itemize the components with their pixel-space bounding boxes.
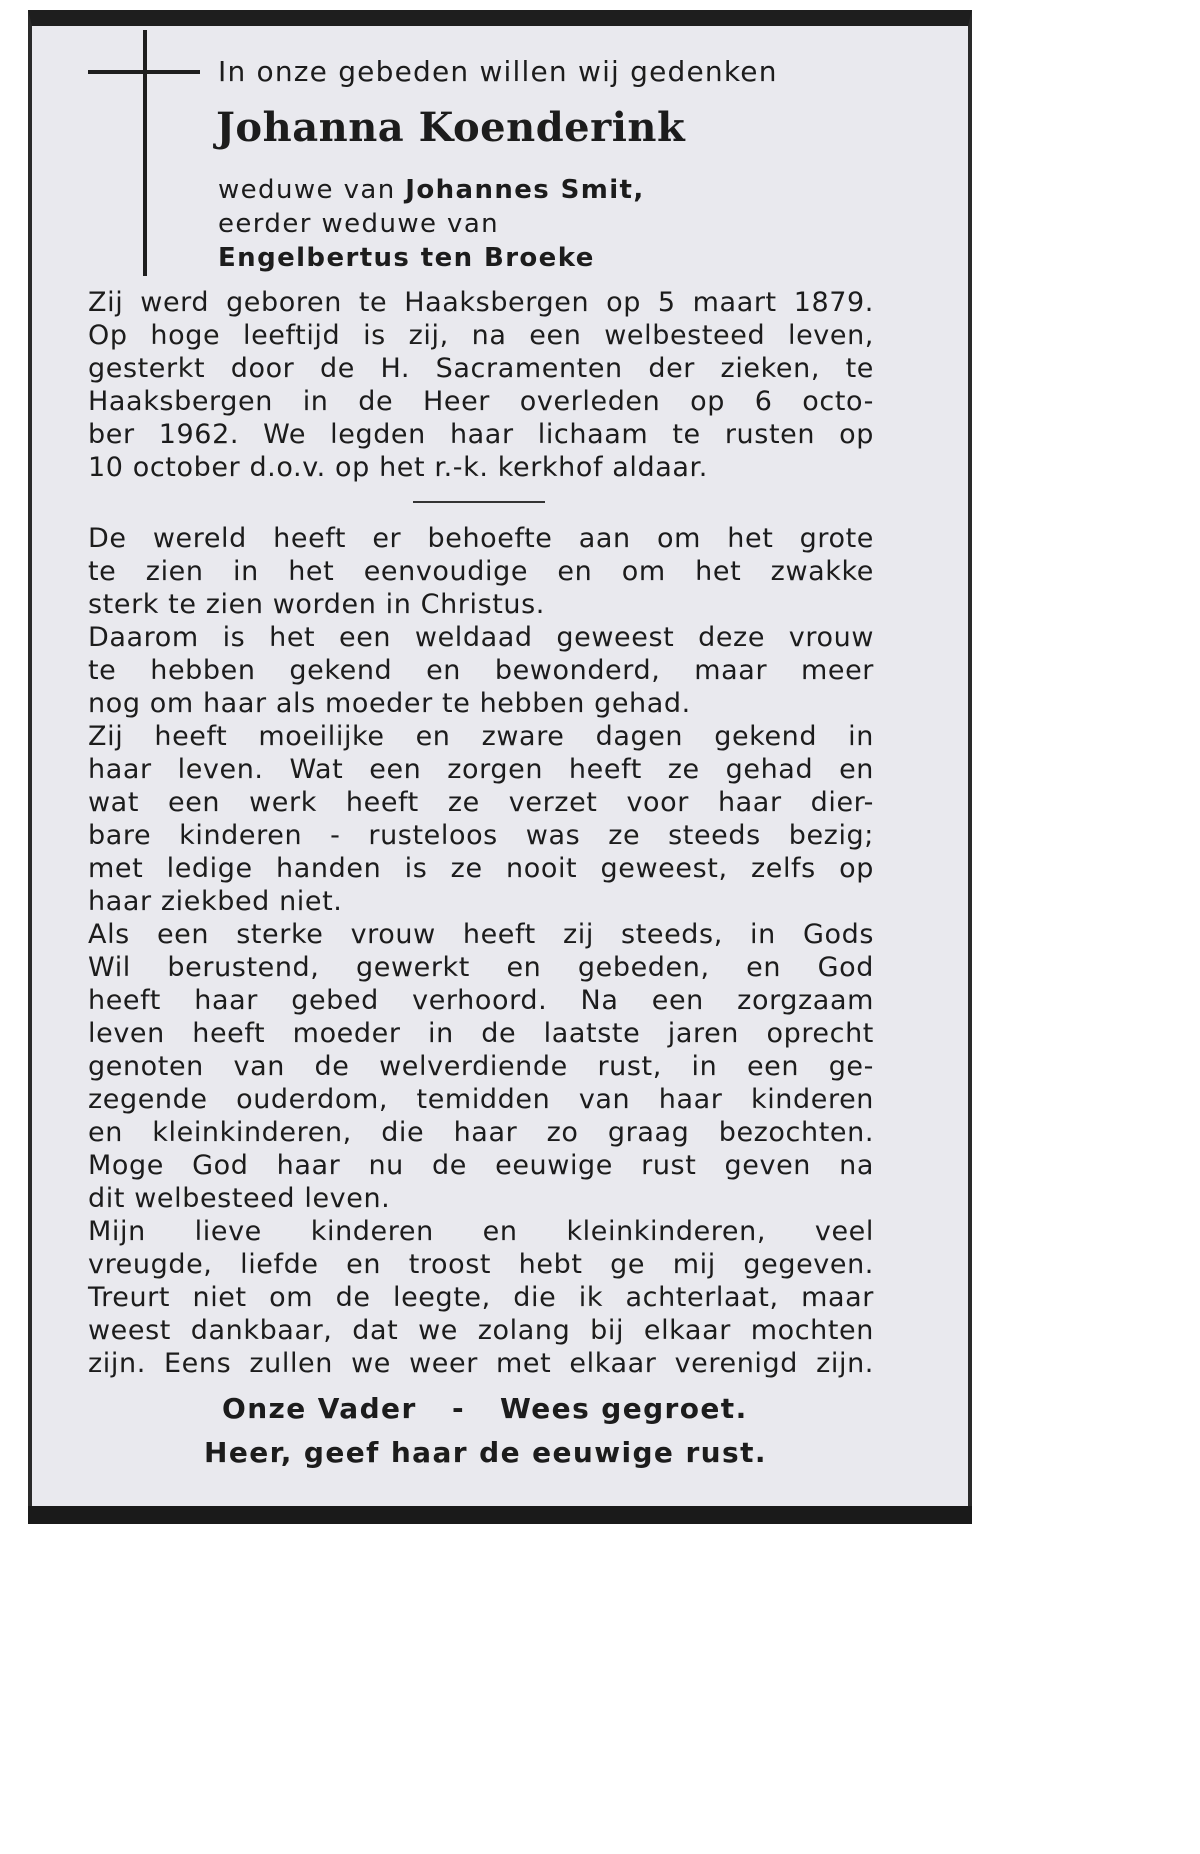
- cross-icon: [143, 30, 147, 276]
- bottom-border: [28, 1506, 972, 1524]
- prayer-eternal-rest: Heer, geef haar de eeuwige rust.: [204, 1436, 767, 1469]
- earlier-widow-line: eerder weduwe van: [218, 209, 500, 239]
- meditation-line: met ledige handen is ze nooit geweest, zelfs op: [88, 853, 874, 884]
- meditation-line: genoten van de welverdiende rust, in een ge-: [88, 1051, 874, 1082]
- meditation-line: sterk te zien worden in Christus.: [88, 589, 545, 620]
- meditation-line: Zij heeft moeilijke en zware dagen gekend in: [88, 721, 874, 752]
- prayer-our-father: Onze Vader: [222, 1392, 417, 1425]
- meditation-line: te zien in het eenvoudige en om het zwakke: [88, 556, 874, 587]
- meditation-line: Mijn lieve kinderen en kleinkinderen, veel: [88, 1216, 874, 1247]
- section-divider: [413, 501, 545, 503]
- widow-of-prefix: weduwe van: [218, 175, 396, 205]
- meditation-line: Daarom is het een weldaad geweest deze vrouw: [88, 622, 874, 653]
- meditation-line: weest dankbaar, dat we zolang bij elkaar mochten: [88, 1315, 874, 1346]
- earlier-husband-name: Engelbertus ten Broeke: [218, 243, 595, 273]
- meditation-line: wat een werk heeft ze verzet voor haar dier-: [88, 787, 874, 818]
- meditation-line: zijn. Eens zullen we weer met elkaar verenigd zijn.: [88, 1348, 874, 1379]
- biography-line: ber 1962. We legden haar lichaam te rusten op: [88, 419, 874, 450]
- prayer-hail-mary: Wees gegroet.: [500, 1392, 748, 1425]
- cross-icon-bar: [88, 70, 200, 74]
- meditation-line: en kleinkinderen, die haar zo graag bezochten.: [88, 1117, 874, 1148]
- biography-line: Zij werd geboren te Haaksbergen op 5 maart 1879.: [88, 287, 874, 318]
- meditation-line: Als een sterke vrouw heeft zij steeds, in Gods: [88, 919, 874, 950]
- meditation-line: vreugde, liefde en troost hebt ge mij gegeven.: [88, 1249, 874, 1280]
- prayer-separator: -: [452, 1392, 466, 1425]
- meditation-line: haar leven. Wat een zorgen heeft ze gehad en: [88, 754, 874, 785]
- husband-name: Johannes Smit,: [405, 175, 645, 205]
- biography-line: Op hoge leeftijd is zij, na een welbesteed leven,: [88, 320, 874, 351]
- meditation-line: Wil berustend, gewerkt en gebeden, en God: [88, 952, 874, 983]
- biography-line: 10 october d.o.v. op het r.-k. kerkhof aldaar.: [88, 452, 708, 483]
- meditation-line: dit welbesteed leven.: [88, 1183, 391, 1214]
- meditation-line: heeft haar gebed verhoord. Na een zorgzaam: [88, 985, 874, 1016]
- intro-line: In onze gebeden willen wij gedenken: [218, 55, 778, 88]
- meditation-line: Moge God haar nu de eeuwige rust geven na: [88, 1150, 874, 1181]
- meditation-line: te hebben gekend en bewonderd, maar meer: [88, 655, 874, 686]
- biography-paragraph: [88, 286, 874, 484]
- biography-line: gesterkt door de H. Sacramenten der zieken, te: [88, 353, 874, 384]
- meditation-line: Treurt niet om de leegte, die ik achterlaat, maar: [88, 1282, 874, 1313]
- meditation-line: haar ziekbed niet.: [88, 886, 343, 917]
- meditation-text: [88, 522, 874, 1380]
- meditation-line: bare kinderen - rusteloos was ze steeds bezig;: [88, 820, 874, 851]
- meditation-line: leven heeft moeder in de laatste jaren oprecht: [88, 1018, 874, 1049]
- meditation-line: nog om haar als moeder te hebben gehad.: [88, 688, 691, 719]
- meditation-line: zegende ouderdom, temidden van haar kinderen: [88, 1084, 874, 1115]
- meditation-line: De wereld heeft er behoefte aan om het grote: [88, 523, 874, 554]
- deceased-name: Johanna Koenderink: [216, 104, 686, 151]
- widow-of-line: [218, 177, 645, 203]
- biography-line: Haaksbergen in de Heer overleden op 6 octo-: [88, 386, 874, 417]
